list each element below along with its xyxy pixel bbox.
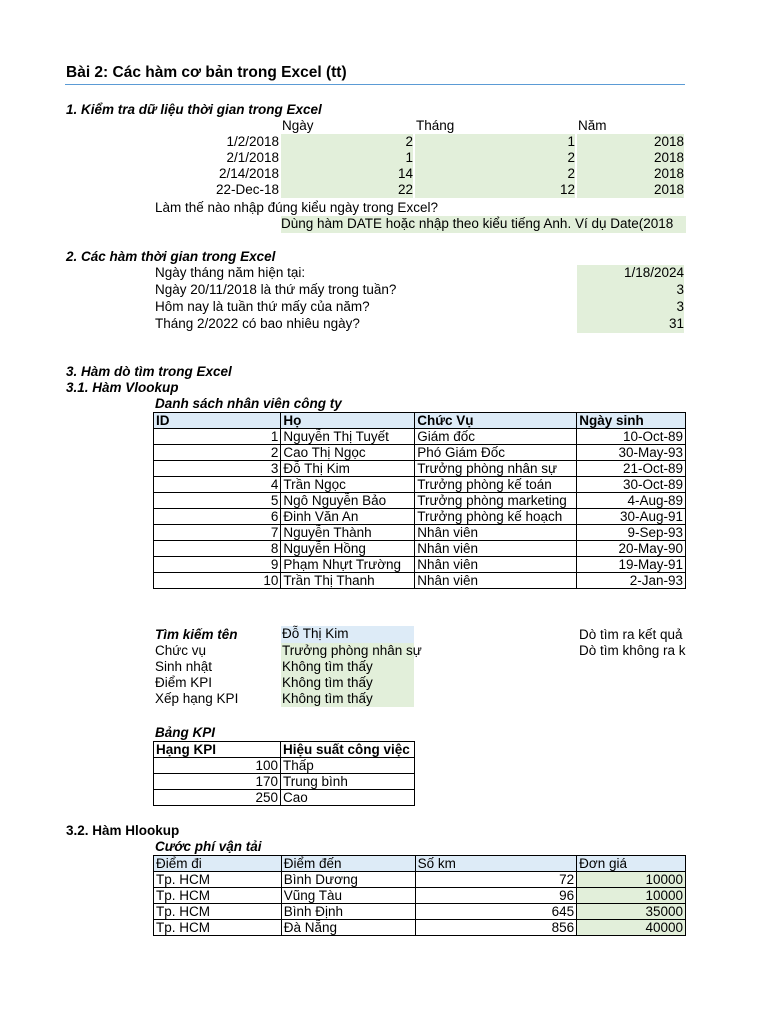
kpi-rank: 250 <box>154 790 281 806</box>
employee-table-header <box>154 413 686 429</box>
freight-unit-price: 35000 <box>577 904 686 920</box>
date-cell: 1/2/2018 <box>226 134 279 149</box>
month-cell: 2 <box>415 150 575 166</box>
header-year: Năm <box>578 118 607 133</box>
kpi-table <box>153 741 415 806</box>
date-question: Làm thế nào nhập đúng kiểu ngày trong Excel? <box>155 200 438 215</box>
employee-name: Đỗ Thị Kim <box>281 461 415 477</box>
employee-birthday: 19-May-91 <box>577 557 686 573</box>
kpi-performance: Trung bình <box>281 774 415 790</box>
employee-birthday: 10-Oct-89 <box>577 429 686 445</box>
freight-distance: 856 <box>415 920 577 936</box>
employee-name: Nguyễn Thành <box>281 525 415 541</box>
col-name: Họ <box>281 413 415 429</box>
year-cell: 2018 <box>577 150 684 166</box>
kpi-table-title: Bảng KPI <box>155 725 216 740</box>
employee-row <box>154 509 686 525</box>
employee-position: Trưởng phòng kế toán <box>415 477 577 493</box>
month-cell: 12 <box>415 182 575 198</box>
freight-origin: Tp. HCM <box>154 904 282 920</box>
kpi-row <box>154 790 415 806</box>
header-month: Tháng <box>416 118 455 133</box>
day-cell: 22 <box>281 182 413 198</box>
employee-name: Đinh Văn An <box>281 509 415 525</box>
year-cell: 2018 <box>577 182 684 198</box>
employee-id: 5 <box>154 493 281 509</box>
vlookup-heading: 3.1. Hàm Vlookup <box>66 380 179 395</box>
freight-destination: Bình Định <box>281 904 415 920</box>
employee-row <box>154 477 686 493</box>
employee-name: Phạm Nhựt Trường <box>281 557 415 573</box>
kpi-row <box>154 774 415 790</box>
freight-destination: Vũng Tàu <box>281 888 415 904</box>
employee-row <box>154 573 686 589</box>
lookup-label: Điểm KPI <box>155 675 213 690</box>
employee-birthday: 20-May-90 <box>577 541 686 557</box>
freight-destination: Đà Nẵng <box>281 920 415 936</box>
section-1-heading: 1. Kiểm tra dữ liệu thời gian trong Excel <box>66 102 322 117</box>
kpi-performance: Cao <box>281 790 415 806</box>
freight-table-header <box>154 856 686 872</box>
day-cell: 2 <box>281 134 413 150</box>
employee-id: 8 <box>154 541 281 557</box>
employee-id: 9 <box>154 557 281 573</box>
employee-position: Nhân viên <box>415 573 577 589</box>
employee-birthday: 4-Aug-89 <box>577 493 686 509</box>
date-cell: 22-Dec-18 <box>215 182 279 197</box>
lookup-result-cell: Không tìm thấy <box>281 659 414 675</box>
freight-distance: 96 <box>415 888 577 904</box>
freight-unit-price: 10000 <box>577 888 686 904</box>
freight-row <box>154 904 686 920</box>
employee-name: Nguyễn Thị Tuyết <box>281 429 415 445</box>
kpi-row <box>154 758 415 774</box>
employee-birthday: 2-Jan-93 <box>577 573 686 589</box>
col-unit-price: Đơn giá <box>577 856 686 872</box>
freight-table-title: Cước phí vận tải <box>155 839 262 854</box>
employee-table-title: Danh sách nhân viên công ty <box>155 396 342 411</box>
freight-destination: Bình Dương <box>281 872 415 888</box>
employee-row <box>154 493 686 509</box>
section-2-heading: 2. Các hàm thời gian trong Excel <box>66 249 276 264</box>
year-cell: 2018 <box>577 166 684 182</box>
date-cell: 2/1/2018 <box>226 150 279 165</box>
employee-table <box>153 412 686 589</box>
employee-position: Trưởng phòng kế hoạch <box>415 509 577 525</box>
freight-table <box>153 855 686 936</box>
employee-id: 2 <box>154 445 281 461</box>
employee-name: Trần Thị Thanh <box>281 573 415 589</box>
lookup-label: Chức vụ <box>155 643 207 658</box>
time-answer-cell: 3 <box>577 282 684 299</box>
day-cell: 14 <box>281 166 413 182</box>
freight-distance: 645 <box>415 904 577 920</box>
col-destination: Điểm đến <box>281 856 415 872</box>
col-performance: Hiệu suất công việc <box>281 742 415 758</box>
employee-row <box>154 541 686 557</box>
employee-row <box>154 429 686 445</box>
employee-id: 3 <box>154 461 281 477</box>
freight-unit-price: 40000 <box>577 920 686 936</box>
lookup-result-cell: Trưởng phòng nhân sự <box>282 643 422 658</box>
section-3-heading: 3. Hàm dò tìm trong Excel <box>66 364 232 379</box>
month-cell: 2 <box>415 166 575 182</box>
freight-distance: 72 <box>415 872 577 888</box>
employee-birthday: 30-May-93 <box>577 445 686 461</box>
employee-id: 4 <box>154 477 281 493</box>
kpi-performance: Thấp <box>281 758 415 774</box>
employee-id: 1 <box>154 429 281 445</box>
lookup-label: Xếp hạng KPI <box>155 691 239 706</box>
employee-position: Trưởng phòng nhân sự <box>415 461 577 477</box>
employee-name: Trần Ngọc <box>281 477 415 493</box>
employee-position: Nhân viên <box>415 541 577 557</box>
time-question: Hôm nay là tuần thứ mấy của năm? <box>155 299 370 314</box>
freight-unit-price: 10000 <box>577 872 686 888</box>
employee-id: 10 <box>154 573 281 589</box>
note-not-found: Dò tìm không ra k <box>579 643 686 658</box>
employee-row <box>154 445 686 461</box>
employee-name: Ngô Nguyễn Bảo <box>281 493 415 509</box>
time-question: Ngày 20/11/2018 là thứ mấy trong tuần? <box>155 282 397 297</box>
employee-position: Phó Giám Đốc <box>415 445 577 461</box>
employee-position: Giám đốc <box>415 429 577 445</box>
freight-row <box>154 920 686 936</box>
kpi-rank: 100 <box>154 758 281 774</box>
search-label: Tìm kiếm tên <box>155 627 238 642</box>
col-origin: Điểm đi <box>154 856 282 872</box>
employee-row <box>154 557 686 573</box>
employee-row <box>154 461 686 477</box>
employee-birthday: 9-Sep-93 <box>577 525 686 541</box>
time-question: Ngày tháng năm hiện tại: <box>155 265 306 280</box>
freight-origin: Tp. HCM <box>154 888 282 904</box>
col-distance: Số km <box>415 856 577 872</box>
employee-name: Nguyễn Hồng <box>281 541 415 557</box>
page-title: Bài 2: Các hàm cơ bản trong Excel (tt) <box>66 64 347 81</box>
employee-birthday: 30-Oct-89 <box>577 477 686 493</box>
kpi-table-header <box>154 742 415 758</box>
time-answer-cell: 31 <box>577 316 684 333</box>
title-underline <box>65 84 685 85</box>
employee-position: Nhân viên <box>415 525 577 541</box>
hlookup-heading: 3.2. Hàm Hlookup <box>66 823 180 838</box>
time-answer-cell: 3 <box>577 299 684 316</box>
date-cell: 2/14/2018 <box>218 166 279 181</box>
lookup-result-cell: Không tìm thấy <box>281 675 414 691</box>
employee-birthday: 21-Oct-89 <box>577 461 686 477</box>
note-found: Dò tìm ra kết quả <box>579 627 683 642</box>
freight-origin: Tp. HCM <box>154 920 282 936</box>
kpi-rank: 170 <box>154 774 281 790</box>
col-kpi-rank: Hạng KPI <box>154 742 281 758</box>
employee-row <box>154 525 686 541</box>
lookup-result-cell: Không tìm thấy <box>281 691 414 707</box>
search-value-cell[interactable]: Đỗ Thị Kim <box>281 626 414 643</box>
col-id: ID <box>154 413 281 429</box>
day-cell: 1 <box>281 150 413 166</box>
lookup-label: Sinh nhật <box>155 659 213 674</box>
col-birthday: Ngày sinh <box>577 413 686 429</box>
year-cell: 2018 <box>577 134 684 150</box>
month-cell: 1 <box>415 134 575 150</box>
header-day: Ngày <box>282 118 314 133</box>
employee-birthday: 30-Aug-91 <box>577 509 686 525</box>
col-position: Chức Vụ <box>415 413 577 429</box>
freight-row <box>154 888 686 904</box>
freight-origin: Tp. HCM <box>154 872 282 888</box>
employee-id: 6 <box>154 509 281 525</box>
employee-name: Cao Thị Ngọc <box>281 445 415 461</box>
employee-position: Nhân viên <box>415 557 577 573</box>
freight-row <box>154 872 686 888</box>
time-question: Tháng 2/2022 có bao nhiêu ngày? <box>155 316 360 331</box>
employee-position: Trưởng phòng marketing <box>415 493 577 509</box>
date-answer: Dùng hàm DATE hoặc nhập theo kiểu tiếng Anh. Ví dụ Date(2018 <box>281 216 686 233</box>
employee-id: 7 <box>154 525 281 541</box>
time-answer-cell: 1/18/2024 <box>577 265 684 282</box>
